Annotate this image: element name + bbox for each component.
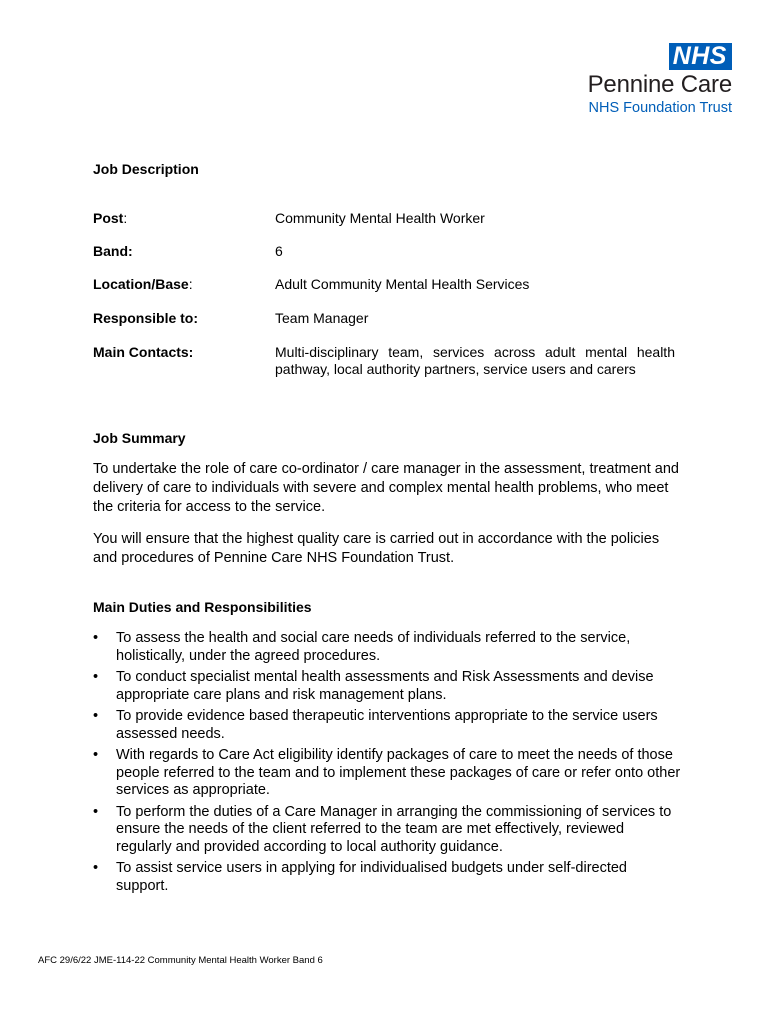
list-item: • To perform the duties of a Care Manager in arranging the commissioning of services to ensure the needs of the client referred to the team are met effectively, reviewed regularly and provided according to local authority guidance. [93,804,683,857]
location-label: Location/Base: [93,276,193,292]
post-label: Post: [93,210,128,226]
page-title: Job Description [93,161,199,177]
job-summary-paragraph-1: To undertake the role of care co-ordinator / care manager in the assessment, treatment and delivery of care to individuals with severe and complex mental health problems, who meet the criteria for access to the service. [93,461,679,515]
location-value: Adult Community Mental Health Services [275,276,530,292]
duties-heading: Main Duties and Responsibilities [93,599,312,615]
list-item: • With regards to Care Act eligibility identify packages of care to meet the needs of those people referred to the team and to implement these packages of care or refer onto other services as appropriate. [93,747,683,800]
contacts-label: Main Contacts: [93,344,194,360]
contacts-value: Multi-disciplinary team, services across adult mental health pathway, local authority partners, service users and carers [275,344,675,377]
post-value: Community Mental Health Worker [275,210,485,226]
band-value: 6 [275,243,283,259]
duties-list [93,630,683,899]
list-item: • To assist service users in applying for individualised budgets under self-directed support. [93,860,683,895]
job-summary-paragraph-2: You will ensure that the highest quality care is carried out in accordance with the policies and procedures of Pennine Care NHS Foundation Trust. [93,531,660,566]
logo-trust-name: NHS Foundation Trust [588,100,732,116]
document-footer: AFC 29/6/22 JME-114-22 Community Mental Health Worker Band 6 [38,955,323,966]
logo-org-name: Pennine Care [587,71,732,98]
list-item: • To provide evidence based therapeutic interventions appropriate to the service users assessed needs. [93,708,683,743]
list-item: • To assess the health and social care needs of individuals referred to the service, holistically, under the agreed procedures. [93,630,683,665]
nhs-badge: NHS [532,43,732,70]
responsible-label: Responsible to: [93,310,199,326]
band-label: Band: [93,243,133,259]
list-item: • To conduct specialist mental health assessments and Risk Assessments and devise appropriate care plans and risk management plans. [93,669,683,704]
responsible-value: Team Manager [275,310,369,326]
job-summary-heading: Job Summary [93,430,186,446]
pennine-care-logo [532,43,732,117]
